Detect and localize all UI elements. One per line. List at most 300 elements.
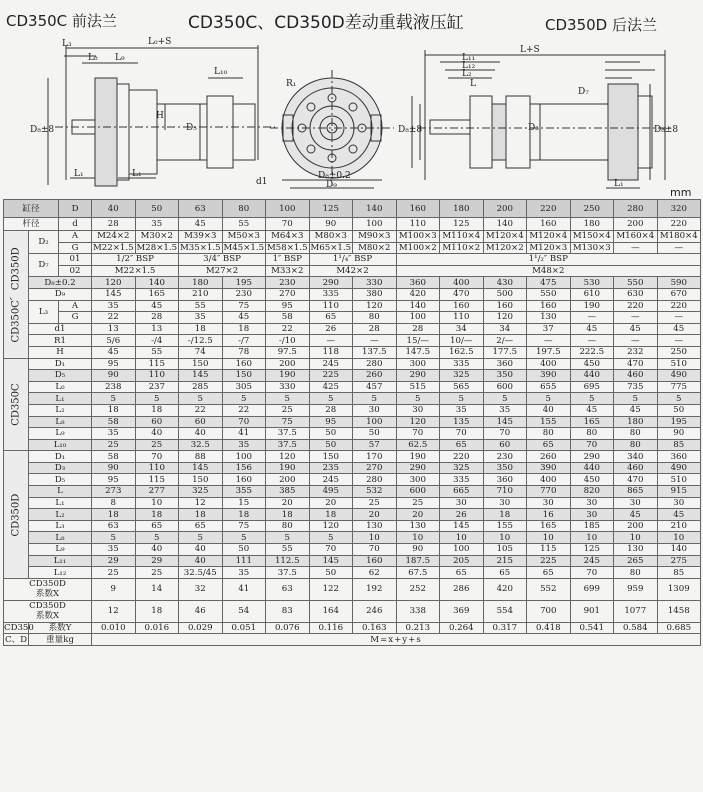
- value-cell: 85: [657, 439, 701, 451]
- value-cell: 110: [135, 462, 179, 474]
- value-cell: 300: [396, 474, 440, 486]
- value-cell: 80: [527, 428, 571, 440]
- value-cell: 30: [614, 497, 658, 509]
- value-cell: M120×2: [483, 242, 527, 254]
- value-cell: —: [309, 335, 353, 347]
- bore-value: 280: [614, 200, 658, 218]
- value-cell: M80×3: [309, 231, 353, 243]
- value-cell: 32.5/45: [179, 567, 223, 579]
- bore-value: 200: [483, 200, 527, 218]
- row-label: C、D: [4, 634, 28, 645]
- row-h: [4, 346, 701, 358]
- row-label: L₁₂: [29, 567, 92, 579]
- row-label: D₂: [29, 231, 59, 254]
- value-cell: 699: [570, 578, 614, 600]
- value-cell: 160: [483, 300, 527, 312]
- bore-value: 220: [527, 200, 571, 218]
- row-c_d5: [4, 370, 701, 382]
- value-cell: 552: [527, 578, 571, 600]
- value-cell: 10: [396, 532, 440, 544]
- value-cell: 865: [614, 486, 658, 498]
- value-cell: 35: [483, 404, 527, 416]
- value-cell: 300: [396, 358, 440, 370]
- value-cell: 120: [396, 416, 440, 428]
- rod-value: 110: [396, 218, 440, 231]
- value-cell: 40: [179, 555, 223, 567]
- row-c_l0: [4, 381, 701, 393]
- value-cell: M58×1.5: [266, 242, 308, 253]
- dim-r1: R₁: [286, 79, 297, 89]
- value-cell: 0.016: [135, 622, 179, 634]
- value-cell: 130: [614, 544, 658, 556]
- bore-value: 250: [570, 200, 614, 218]
- value-cell: M45×1.5: [223, 242, 265, 253]
- value-cell: 5/6: [92, 335, 136, 347]
- value-cell: 360: [396, 277, 440, 289]
- value-cell: 45: [614, 509, 658, 521]
- value-cell: 78: [222, 346, 266, 358]
- value-cell: 290: [396, 462, 440, 474]
- value-cell: 160: [222, 358, 266, 370]
- value-cell: 610: [570, 288, 614, 300]
- row-c_l8: [4, 416, 701, 428]
- value-cell: 65: [527, 439, 571, 451]
- row-label: D₃: [29, 462, 92, 474]
- rod-value: 55: [222, 218, 266, 231]
- value-cell: 420: [483, 578, 527, 600]
- bore-value: 160: [396, 200, 440, 218]
- value-cell: 55: [135, 346, 179, 358]
- value-cell: 30: [570, 497, 614, 509]
- value-cell: 770: [527, 486, 571, 498]
- value-cell: -/7: [222, 335, 266, 347]
- value-cell: 9: [92, 578, 136, 600]
- row-label: D₅: [29, 370, 92, 382]
- value-cell: 490: [657, 462, 701, 474]
- value-cell: 70: [309, 544, 353, 556]
- value-cell: M120×4: [527, 231, 571, 243]
- value-cell: 290: [570, 451, 614, 463]
- value-cell: 80: [614, 439, 658, 451]
- value-cell: 325: [440, 462, 484, 474]
- row-c_l1: [4, 393, 701, 405]
- value-cell: —: [657, 312, 701, 324]
- value-cell: 10: [440, 532, 484, 544]
- value-cell: M180×4: [657, 231, 701, 243]
- value-cell: 50: [309, 439, 353, 451]
- value-cell: 45: [614, 323, 658, 335]
- rod-value: 35: [135, 218, 179, 231]
- value-cell: 60: [179, 416, 223, 428]
- value-cell: 112.5: [266, 555, 310, 567]
- section-label: CD350C、CD350D: [4, 231, 29, 359]
- row-sublabel: A: [59, 231, 92, 243]
- value-cell: 60: [483, 439, 527, 451]
- value-cell: 5: [135, 532, 179, 544]
- row-label: L₂: [29, 509, 92, 521]
- value-cell: 34: [440, 323, 484, 335]
- row-d_l9: [4, 544, 701, 556]
- bore-value: 63: [179, 200, 223, 218]
- value-cell: 915: [657, 486, 701, 498]
- bore-symbol: D: [59, 200, 92, 218]
- row-label: L₉: [29, 544, 92, 556]
- value-cell: 450: [570, 474, 614, 486]
- value-cell: 325: [440, 370, 484, 382]
- row-label: CD350: [4, 623, 34, 634]
- row-l3a: [4, 300, 701, 312]
- row-d2a: [4, 231, 701, 243]
- row-d9: [4, 288, 701, 300]
- value-cell: 22: [266, 323, 310, 335]
- rod-value: 140: [483, 218, 527, 231]
- value-cell: 695: [570, 381, 614, 393]
- dim-l1-left: L₁: [74, 169, 84, 179]
- value-cell: 177.5: [483, 346, 527, 358]
- value-cell: 35: [92, 300, 136, 312]
- value-cell: 25: [266, 404, 310, 416]
- value-cell: 510: [657, 358, 701, 370]
- value-cell: 45: [657, 323, 701, 335]
- value-cell: 0.010: [92, 622, 136, 634]
- value-cell: 65: [440, 567, 484, 579]
- value-cell: M50×3: [222, 231, 266, 243]
- rod-row: [4, 218, 701, 231]
- unit-label: mm: [670, 186, 692, 199]
- value-cell: 230: [222, 288, 266, 300]
- value-cell: 70: [483, 428, 527, 440]
- dim-ls: L+S: [520, 45, 540, 55]
- value-cell: 5: [309, 393, 353, 405]
- value-cell: 532: [353, 486, 397, 498]
- value-cell: M90×3: [353, 231, 397, 243]
- value-cell: 5: [92, 532, 136, 544]
- value-cell: 18: [179, 323, 223, 335]
- value-cell: 5: [309, 532, 353, 544]
- row-sublabel: 01: [59, 254, 92, 266]
- value-cell: 130: [353, 520, 397, 532]
- value-cell: 277: [135, 486, 179, 498]
- value-cell: 285: [179, 381, 223, 393]
- value-cell: 490: [657, 370, 701, 382]
- row-r1: [4, 335, 701, 347]
- value-cell: 200: [266, 358, 310, 370]
- row-d7-01: [4, 254, 701, 266]
- value-cell: 286: [440, 578, 484, 600]
- bore-label: 缸径: [4, 200, 59, 218]
- value-cell: 10: [483, 532, 527, 544]
- value-cell: 5: [440, 393, 484, 405]
- value-cell: 220: [614, 300, 658, 312]
- value-cell: 390: [527, 370, 571, 382]
- cd350d-side-view: [412, 50, 672, 188]
- value-cell: 63: [266, 578, 310, 600]
- value-cell: 280: [353, 474, 397, 486]
- value-cell: 40: [135, 428, 179, 440]
- value-cell: 25: [135, 439, 179, 451]
- value-cell: 90: [396, 544, 440, 556]
- bore-value: 50: [135, 200, 179, 218]
- value-cell: 0.685: [657, 622, 701, 634]
- value-cell: M22×1.5: [92, 242, 134, 253]
- value-cell: M160×4: [614, 231, 658, 243]
- title-front-flange: CD350C 前法兰: [6, 12, 117, 30]
- value-cell: 95: [266, 300, 310, 312]
- value-cell: 205: [440, 555, 484, 567]
- value-cell: 85: [657, 567, 701, 579]
- value-cell: 220: [440, 451, 484, 463]
- value-cell: 190: [396, 451, 440, 463]
- value-cell: 245: [309, 474, 353, 486]
- value-cell: 14: [135, 578, 179, 600]
- value-cell: 50: [657, 404, 701, 416]
- value-cell: 97.5: [266, 346, 310, 358]
- value-cell: 40: [527, 404, 571, 416]
- value-cell: 450: [570, 358, 614, 370]
- value-cell: 20: [266, 497, 310, 509]
- row-d_l: [4, 486, 701, 498]
- value-cell: 29: [92, 555, 136, 567]
- row-d_l3: [4, 520, 701, 532]
- value-cell: M130×3: [570, 242, 614, 254]
- value-cell: 18: [179, 509, 223, 521]
- value-cell: 95: [92, 474, 136, 486]
- dim-d5: D₅: [186, 123, 197, 133]
- value-cell: 115: [527, 544, 571, 556]
- value-cell: 13: [92, 323, 136, 335]
- value-cell: 360: [483, 358, 527, 370]
- row-sublabel: 重量kg: [29, 634, 92, 646]
- value-cell: 30: [657, 497, 701, 509]
- value-cell: 338: [396, 600, 440, 622]
- value-cell: 12: [179, 497, 223, 509]
- rod-symbol: d: [59, 218, 92, 231]
- value-cell: 5: [92, 393, 136, 405]
- value-cell: 10: [527, 532, 571, 544]
- port-cell: M22×1.5: [92, 265, 179, 277]
- value-cell: 30: [527, 497, 571, 509]
- row-label: L₃: [29, 300, 59, 323]
- row-label: d1: [29, 323, 92, 335]
- row-kx2: [4, 600, 701, 622]
- value-cell: 280: [353, 358, 397, 370]
- dim-l1-right: L₁: [132, 169, 142, 179]
- value-cell: 250: [657, 346, 701, 358]
- row-label: D₁: [29, 358, 92, 370]
- value-cell: 245: [309, 358, 353, 370]
- value-cell: 147.5: [396, 346, 440, 358]
- value-cell: 380: [353, 288, 397, 300]
- bore-value: 320: [657, 200, 701, 218]
- value-cell: 70: [222, 416, 266, 428]
- value-cell: 37.5: [266, 567, 310, 579]
- value-cell: M35×1.5: [179, 242, 221, 253]
- value-cell: 425: [309, 381, 353, 393]
- value-cell: 62.5: [396, 439, 440, 451]
- value-cell: 58: [92, 451, 136, 463]
- value-cell: 670: [657, 288, 701, 300]
- value-cell: 35: [222, 439, 266, 451]
- value-cell: 65: [309, 312, 353, 324]
- value-cell: M64×3: [266, 231, 310, 243]
- value-cell: 90: [657, 428, 701, 440]
- value-cell: 400: [527, 474, 571, 486]
- row-label: L₈: [29, 532, 92, 544]
- value-cell: 5: [396, 393, 440, 405]
- value-cell: 600: [483, 381, 527, 393]
- value-cell: 50: [309, 567, 353, 579]
- value-cell: M110×2: [440, 242, 484, 254]
- value-cell: 190: [570, 300, 614, 312]
- value-cell: 170: [353, 451, 397, 463]
- value-cell: 600: [396, 486, 440, 498]
- value-cell: 30: [483, 497, 527, 509]
- rod-value: 200: [614, 218, 658, 231]
- coef-name: 系数X: [35, 611, 60, 622]
- row-label: L₁₁: [29, 555, 92, 567]
- value-cell: 18: [135, 404, 179, 416]
- value-cell: 160: [440, 300, 484, 312]
- value-cell: 0.418: [527, 622, 571, 634]
- port-cell: 3/4″ BSP: [179, 254, 266, 266]
- rod-value: 220: [657, 218, 701, 231]
- value-cell: 155: [483, 520, 527, 532]
- value-cell: 235: [309, 462, 353, 474]
- weight-formula: M=x+y+s: [92, 634, 701, 646]
- value-cell: 35: [440, 404, 484, 416]
- value-cell: M28×1.5: [136, 242, 178, 253]
- value-cell: 30: [396, 404, 440, 416]
- row-label: D₅: [29, 474, 92, 486]
- dim-l11: L₁₁: [462, 53, 476, 63]
- value-cell: 12: [92, 600, 136, 622]
- value-cell: 335: [440, 474, 484, 486]
- value-cell: 50: [353, 428, 397, 440]
- value-cell: M65×1.5: [310, 242, 352, 253]
- value-cell: 200: [614, 520, 658, 532]
- value-cell: 20: [353, 509, 397, 521]
- row-d7-02: [4, 265, 701, 277]
- value-cell: 0.076: [266, 622, 310, 634]
- value-cell: 0.029: [179, 622, 223, 634]
- port-cell: M42×2: [309, 265, 396, 277]
- value-cell: 41: [222, 578, 266, 600]
- value-cell: 16: [527, 509, 571, 521]
- value-cell: 95: [92, 358, 136, 370]
- value-cell: 145: [179, 462, 223, 474]
- value-cell: 20: [396, 509, 440, 521]
- value-cell: 65: [179, 520, 223, 532]
- value-cell: 115: [135, 358, 179, 370]
- value-cell: 18: [483, 509, 527, 521]
- value-cell: M80×2: [353, 242, 397, 254]
- value-cell: —: [570, 335, 614, 347]
- value-cell: 140: [657, 544, 701, 556]
- value-cell: M110×4: [440, 231, 484, 243]
- dim-d8: D₈±8: [30, 125, 55, 135]
- value-cell: 470: [440, 288, 484, 300]
- value-cell: 0.163: [353, 622, 397, 634]
- bore-value: 80: [222, 200, 266, 218]
- value-cell: 210: [179, 288, 223, 300]
- dim-d1: d1: [256, 177, 268, 187]
- value-cell: 959: [614, 578, 658, 600]
- value-cell: 65: [527, 567, 571, 579]
- coef-label: [4, 600, 92, 622]
- value-cell: 100: [440, 544, 484, 556]
- value-cell: 28: [353, 323, 397, 335]
- value-cell: 10: [353, 532, 397, 544]
- row-ky: [4, 622, 701, 634]
- rod-value: 70: [266, 218, 310, 231]
- value-cell: 290: [396, 370, 440, 382]
- value-cell: 70: [353, 544, 397, 556]
- spec-table: [3, 199, 701, 646]
- technical-drawings: [0, 0, 703, 190]
- value-cell: -/10: [266, 335, 310, 347]
- value-cell: 495: [309, 486, 353, 498]
- value-cell: 37: [527, 323, 571, 335]
- bore-value: 100: [266, 200, 310, 218]
- value-cell: 160: [353, 555, 397, 567]
- coef-model: CD350D: [29, 579, 66, 590]
- page-title: CD350C、CD350D差动重载液压缸: [188, 13, 464, 33]
- rod-value: 125: [440, 218, 484, 231]
- value-cell: 270: [353, 462, 397, 474]
- value-cell: 120: [266, 451, 310, 463]
- rod-value: 28: [92, 218, 136, 231]
- value-cell: 70: [135, 451, 179, 463]
- value-cell: 5: [222, 532, 266, 544]
- value-cell: 1458: [657, 600, 701, 622]
- port-cell: 1¹/₂″ BSP: [396, 254, 701, 266]
- value-cell: 0.051: [222, 622, 266, 634]
- row-label: L: [29, 486, 92, 498]
- rod-value: 180: [570, 218, 614, 231]
- value-cell: 164: [309, 600, 353, 622]
- value-cell: 32: [179, 578, 223, 600]
- value-cell: 88: [179, 451, 223, 463]
- value-cell: 140: [396, 300, 440, 312]
- value-cell: 150: [179, 474, 223, 486]
- row-d_l12: [4, 567, 701, 579]
- value-cell: —: [657, 335, 701, 347]
- row-label: L₁₀: [29, 439, 92, 451]
- value-cell: 5: [266, 532, 310, 544]
- value-cell: 275: [657, 555, 701, 567]
- value-cell: 350: [483, 370, 527, 382]
- row-c_d1: [4, 358, 701, 370]
- value-cell: —: [614, 335, 658, 347]
- value-cell: 0.213: [396, 622, 440, 634]
- value-cell: 58: [266, 312, 310, 324]
- value-cell: 18: [135, 600, 179, 622]
- value-cell: 5: [135, 393, 179, 405]
- value-cell: 18: [92, 404, 136, 416]
- value-cell: 100: [222, 451, 266, 463]
- value-cell: 75: [266, 416, 310, 428]
- value-cell: 80: [266, 520, 310, 532]
- value-cell: —: [657, 242, 701, 254]
- value-cell: 360: [483, 474, 527, 486]
- value-cell: 45: [570, 404, 614, 416]
- value-cell: 45: [570, 323, 614, 335]
- value-cell: 260: [527, 451, 571, 463]
- row-kg: [4, 634, 701, 646]
- value-cell: 62: [353, 567, 397, 579]
- row-d_l8: [4, 532, 701, 544]
- value-cell: 775: [657, 381, 701, 393]
